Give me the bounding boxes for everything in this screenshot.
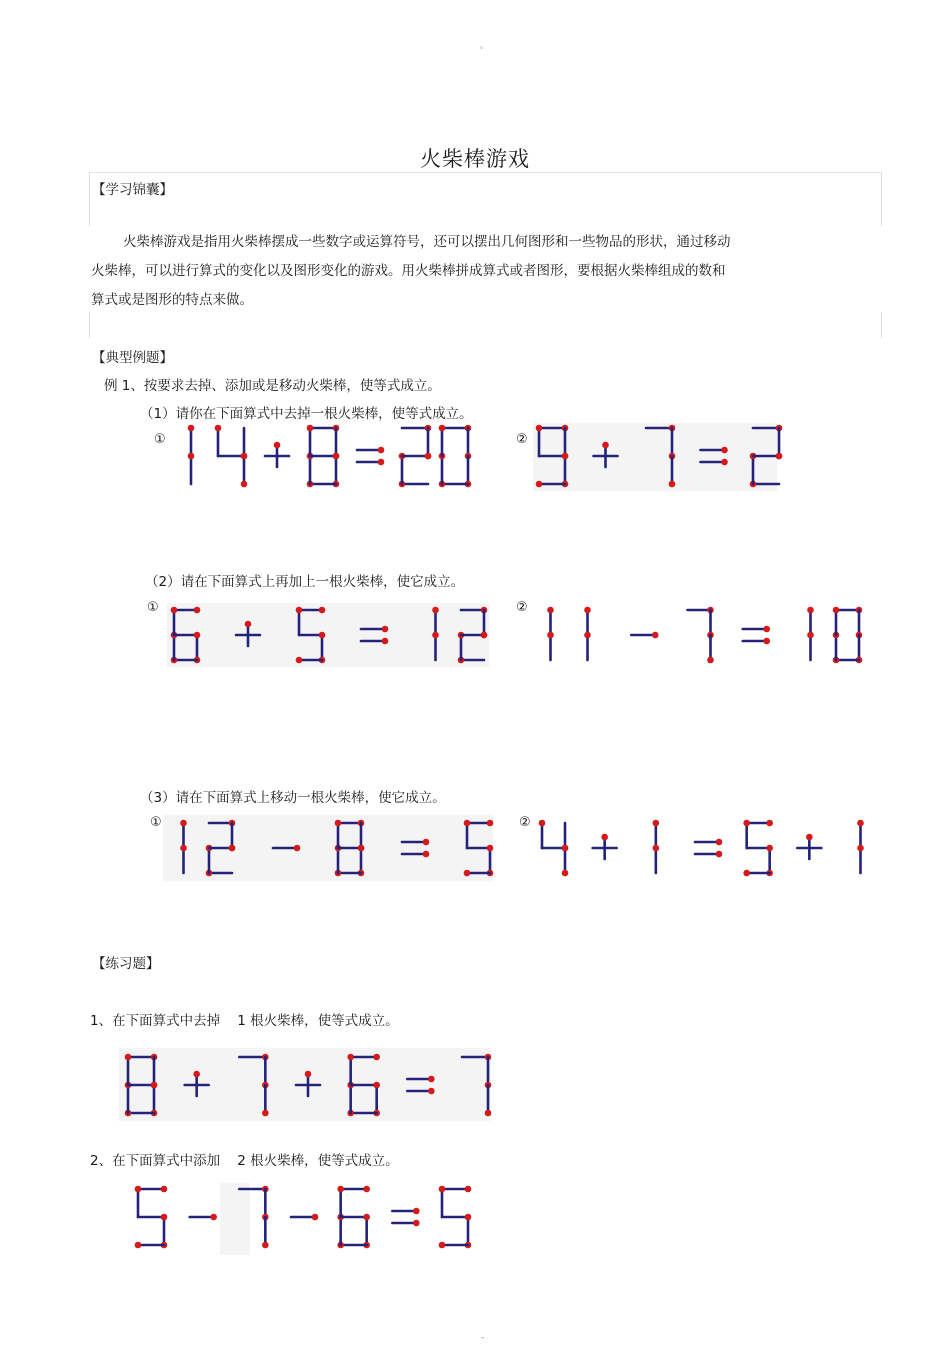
match-head	[721, 447, 728, 454]
match-head	[294, 845, 301, 852]
part1-eq2-mark: ②	[516, 432, 528, 447]
match-head	[743, 820, 750, 827]
match-head	[413, 1208, 420, 1215]
match-head	[806, 834, 813, 841]
match-head	[716, 839, 723, 846]
examples-header: 【典型例题】	[92, 350, 173, 366]
part3-eq2-equation	[540, 818, 870, 878]
match-head	[262, 1110, 269, 1117]
match-head	[584, 607, 591, 614]
match-head	[584, 632, 591, 639]
match-head	[763, 626, 770, 633]
part3-eq2-mark: ②	[519, 815, 531, 830]
match-head	[423, 839, 430, 846]
match-head	[807, 607, 814, 614]
match-head	[439, 1186, 446, 1193]
part1-eq1-equation	[176, 423, 466, 489]
match-head	[602, 442, 609, 449]
match-head	[562, 453, 569, 460]
part3-eq1-equation	[170, 818, 488, 878]
match-head	[721, 459, 728, 466]
match-head	[312, 1214, 319, 1221]
practice-header: 【练习题】	[92, 956, 160, 972]
part2-eq1-equation	[172, 605, 482, 665]
study-box-right-border-lower	[881, 312, 882, 338]
match-head	[358, 845, 365, 852]
practice-q1-equation	[126, 1052, 486, 1118]
match-head	[194, 607, 201, 614]
example-intro: 例 1、按要求去掉、添加或是移动火柴棒，使等式成立。	[104, 378, 441, 394]
match-head	[439, 1242, 446, 1249]
match-head	[439, 425, 446, 432]
match-head	[274, 442, 281, 449]
practice-q1-text: 1、在下面算式中去掉 1 根火柴棒，使等式成立。	[90, 1013, 399, 1029]
match-head	[707, 657, 714, 664]
match-head	[487, 845, 494, 852]
match-head	[653, 820, 660, 827]
match-head	[363, 1214, 370, 1221]
match-head	[857, 820, 864, 827]
match-head	[539, 820, 546, 827]
match-head	[432, 607, 439, 614]
match-head	[188, 425, 195, 432]
match-head	[215, 425, 222, 432]
match-head	[485, 1110, 492, 1117]
study-line-3: 算式或是图形的特点来做。	[91, 292, 253, 308]
match-head	[337, 1186, 344, 1193]
top-dot: 。	[480, 41, 490, 51]
match-head	[601, 834, 608, 841]
match-head	[669, 481, 676, 488]
match-head	[307, 425, 314, 432]
match-head	[716, 851, 723, 858]
practice-q2-equation	[136, 1184, 466, 1250]
match-head	[241, 481, 248, 488]
match-head	[536, 425, 543, 432]
match-head	[245, 621, 252, 628]
match-head	[335, 820, 342, 827]
match-head	[171, 607, 178, 614]
match-head	[241, 453, 248, 460]
match-head	[333, 453, 340, 460]
match-head	[743, 870, 750, 877]
match-head	[428, 1088, 435, 1095]
match-head	[125, 1054, 132, 1061]
match-head	[425, 453, 432, 460]
bottom-dot: -	[481, 1333, 485, 1343]
match-head	[487, 820, 494, 827]
match-head	[373, 1082, 380, 1089]
match-head	[194, 632, 201, 639]
match-head	[319, 607, 326, 614]
match-head	[763, 638, 770, 645]
part2-eq1-mark: ①	[147, 600, 159, 615]
match-head	[319, 632, 326, 639]
study-line-2: 火柴棒，可以进行算式的变化以及图形变化的游戏。用火柴棒拼成算式或者图形，要根据火柴棒组成的数和	[91, 263, 726, 279]
match-head	[464, 870, 471, 877]
part2-prompt: （2）请在下面算式上再加上一根火柴棒，使它成立。	[145, 574, 465, 590]
match-head	[193, 1071, 200, 1078]
study-header: 【学习锦囊】	[92, 182, 173, 198]
match-head	[363, 1186, 370, 1193]
match-head	[135, 1186, 142, 1193]
match-head	[465, 1186, 472, 1193]
match-head	[807, 632, 814, 639]
match-head	[562, 845, 569, 852]
match-head	[296, 657, 303, 664]
match-head	[229, 845, 236, 852]
match-head	[547, 607, 554, 614]
study-line-1: 火柴棒游戏是指用火柴棒摆成一些数字或运算符号，还可以摆出几何图形和一些物品的形状，通过移动	[123, 234, 731, 250]
match-head	[188, 453, 195, 460]
practice-q2-text: 2、在下面算式中添加 2 根火柴棒，使等式成立。	[90, 1153, 399, 1169]
match-head	[378, 459, 385, 466]
match-head	[151, 1082, 158, 1089]
match-head	[180, 820, 187, 827]
study-box-top-border	[89, 172, 882, 173]
match-head	[161, 1214, 168, 1221]
part1-prompt: （1）请你在下面算式中去掉一根火柴棒，使等式成立。	[140, 406, 473, 422]
match-head	[305, 1071, 312, 1078]
match-head	[373, 1054, 380, 1061]
match-head	[833, 607, 840, 614]
match-head	[465, 1214, 472, 1221]
match-head	[347, 1054, 354, 1061]
study-box-left-border-lower	[89, 312, 90, 338]
match-head	[536, 481, 543, 488]
part3-prompt: （3）请在下面算式上移动一根火柴棒，使它成立。	[140, 790, 446, 806]
match-head	[262, 1242, 269, 1249]
match-head	[776, 453, 783, 460]
match-head	[296, 607, 303, 614]
match-head	[161, 1186, 168, 1193]
match-head	[547, 632, 554, 639]
part2-eq2-mark: ②	[516, 600, 528, 615]
match-head	[481, 632, 488, 639]
page-title: 火柴棒游戏	[420, 147, 530, 171]
match-head	[464, 820, 471, 827]
match-head	[766, 820, 773, 827]
part3-eq1-mark: ①	[150, 815, 162, 830]
match-head	[857, 845, 864, 852]
part1-eq1-mark: ①	[154, 432, 166, 447]
match-head	[653, 845, 660, 852]
match-head	[382, 638, 389, 645]
study-box-left-border	[89, 172, 90, 226]
match-head	[562, 870, 569, 877]
match-head	[413, 1220, 420, 1227]
match-head	[180, 845, 187, 852]
match-head	[378, 447, 385, 454]
part2-eq2-equation	[537, 605, 857, 665]
match-head	[652, 632, 659, 639]
match-head	[135, 1242, 142, 1249]
match-head	[382, 626, 389, 633]
part1-eq2-equation	[537, 423, 777, 489]
match-head	[210, 1214, 217, 1221]
study-box-right-border	[881, 172, 882, 226]
match-head	[428, 1076, 435, 1083]
match-head	[432, 632, 439, 639]
match-head	[766, 845, 773, 852]
match-head	[423, 851, 430, 858]
